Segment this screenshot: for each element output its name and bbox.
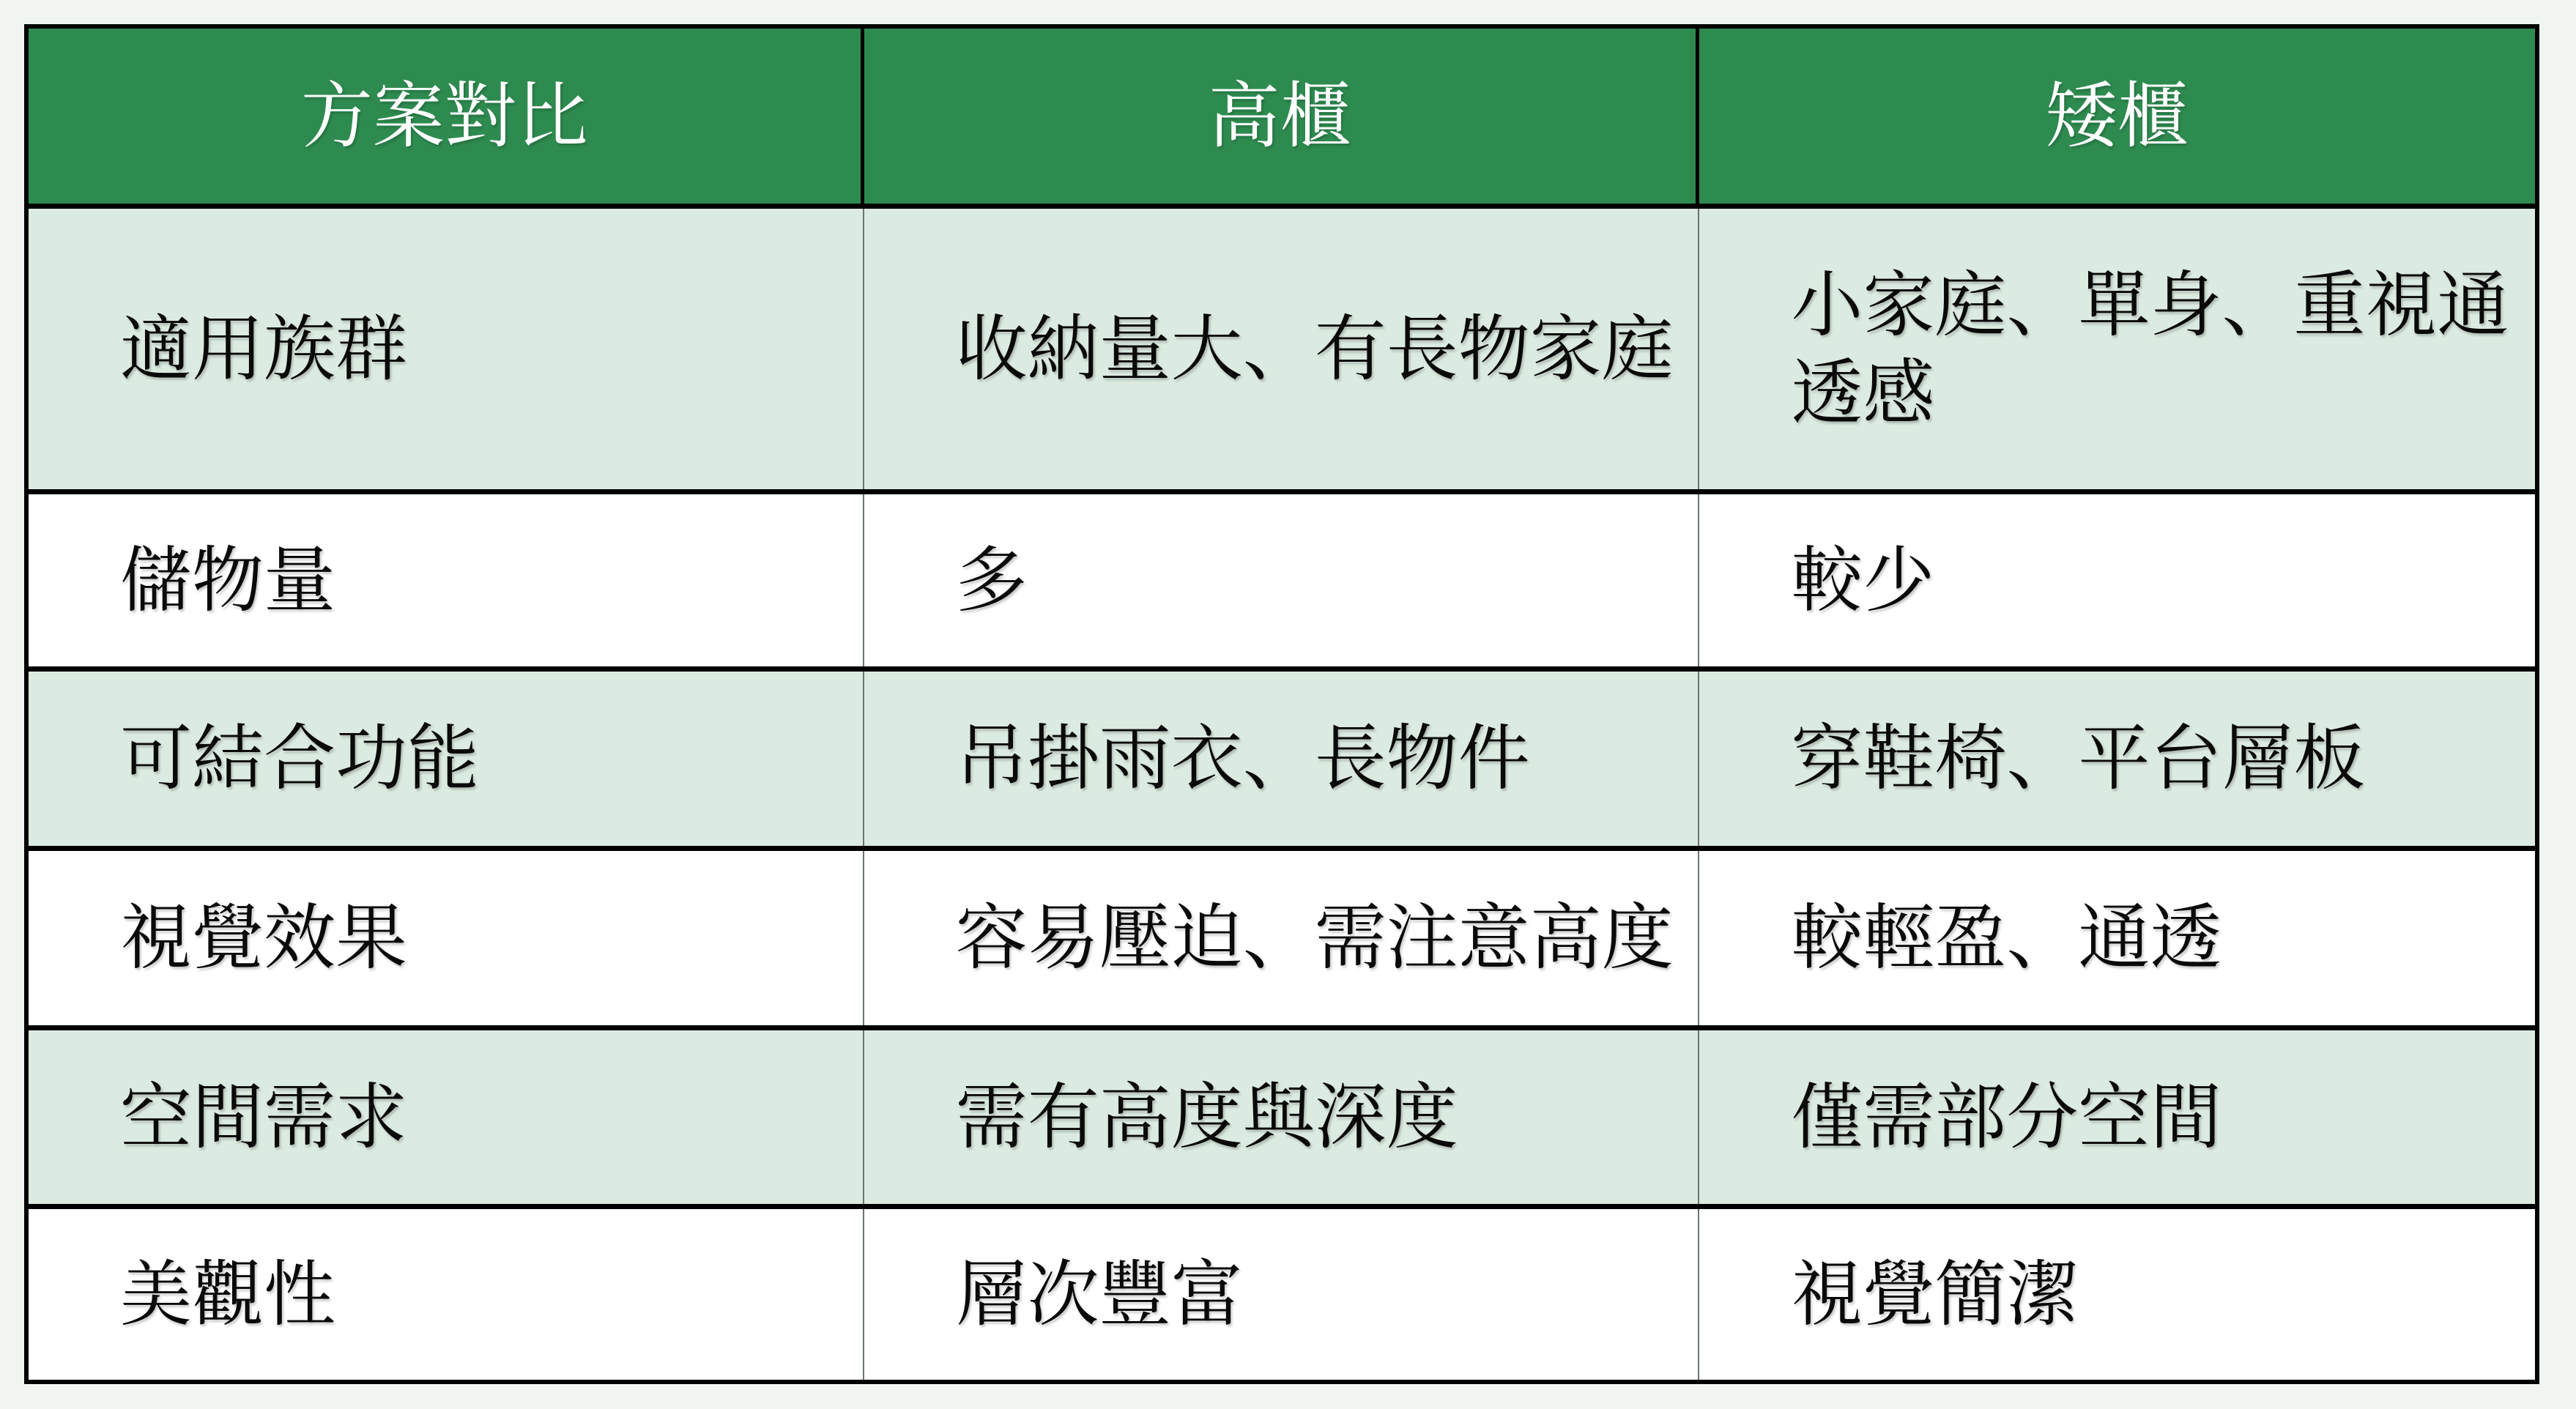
column-header-tall-cabinet: 高櫃 [864, 29, 1700, 204]
row-label-cell: 美觀性 [29, 1209, 864, 1380]
table-row-storage-capacity [29, 494, 2535, 672]
value-cell: 層次豐富 [864, 1209, 1700, 1380]
value-cell: 小家庭、單身、重視通透感 [1699, 209, 2535, 489]
column-header-low-cabinet: 矮櫃 [1699, 29, 2535, 204]
value-cell: 需有高度與深度 [864, 1030, 1700, 1204]
table-row-space-requirement [29, 1030, 2535, 1209]
value-cell: 多 [864, 494, 1700, 666]
comparison-table [24, 24, 2539, 1384]
table-row-combinable-functions [29, 672, 2535, 851]
column-header-plan-comparison: 方案對比 [29, 29, 864, 204]
table-header-row [29, 29, 2535, 209]
row-label-cell: 儲物量 [29, 494, 864, 666]
row-label-cell: 可結合功能 [29, 672, 864, 846]
value-cell: 穿鞋椅、平台層板 [1699, 672, 2535, 846]
value-cell: 較少 [1699, 494, 2535, 666]
value-cell: 收納量大、有長物家庭 [864, 209, 1700, 489]
table-row-target-users [29, 209, 2535, 494]
value-cell: 較輕盈、通透 [1699, 851, 2535, 1025]
row-label-cell: 空間需求 [29, 1030, 864, 1204]
row-label-cell: 視覺效果 [29, 851, 864, 1025]
table-row-visual-effect [29, 851, 2535, 1030]
table-row-aesthetics [29, 1209, 2535, 1380]
value-cell: 僅需部分空間 [1699, 1030, 2535, 1204]
value-cell: 容易壓迫、需注意高度 [864, 851, 1700, 1025]
value-cell: 視覺簡潔 [1699, 1209, 2535, 1380]
value-cell: 吊掛雨衣、長物件 [864, 672, 1700, 846]
row-label-cell: 適用族群 [29, 209, 864, 489]
